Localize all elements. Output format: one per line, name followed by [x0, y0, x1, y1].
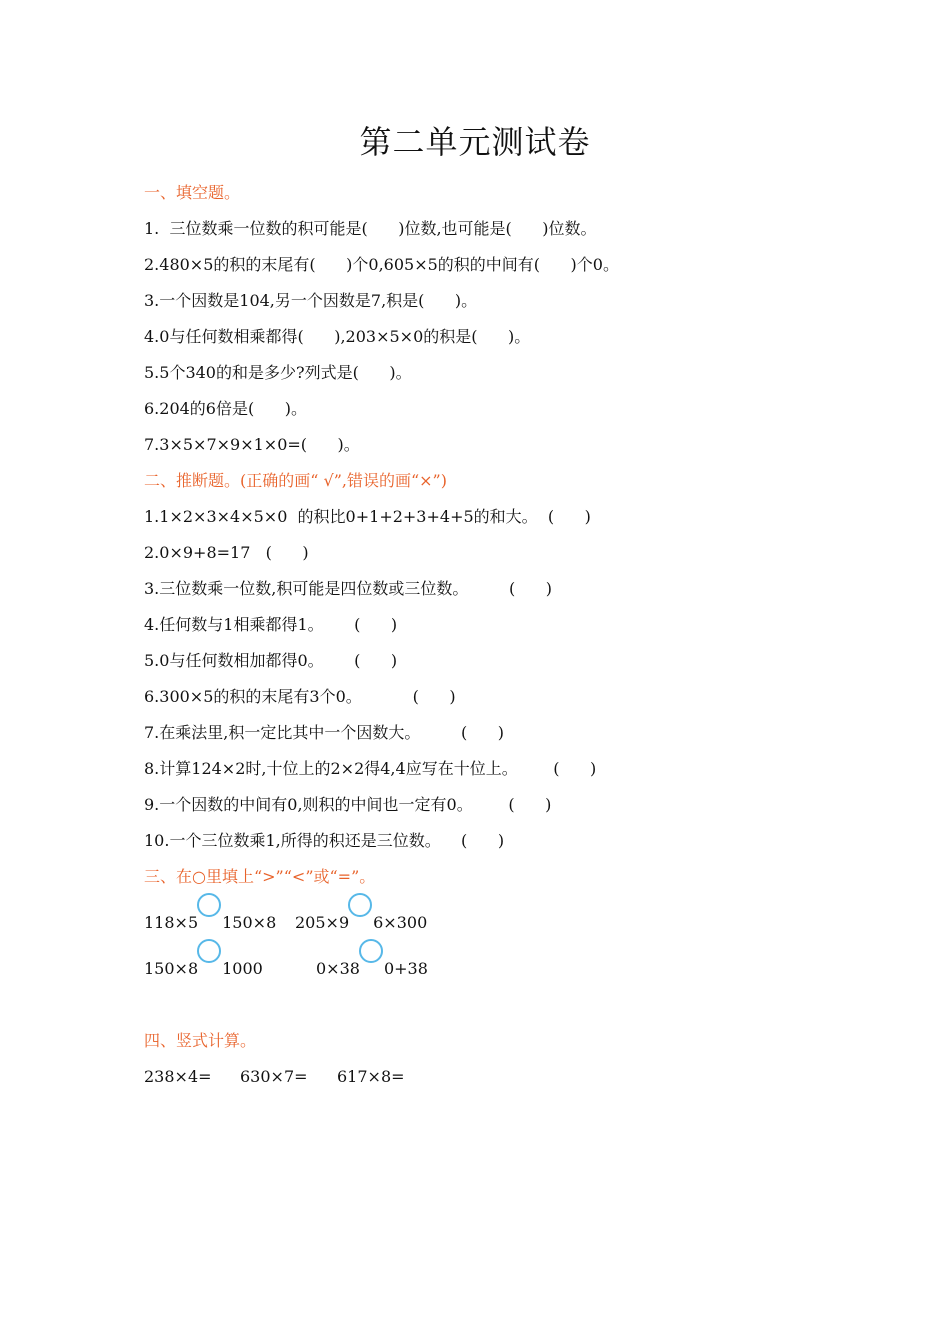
- fill-blank-question-2: 2.480×5的积的末尾有( )个0,605×5的积的中间有( )个0。: [144, 255, 619, 274]
- fill-blank-question-5: 5.5个340的和是多少?列式是( )。: [144, 363, 412, 382]
- answer-circle-icon[interactable]: [349, 912, 373, 934]
- compare-item: [144, 958, 263, 980]
- section-heading-vertical-calc: 四、竖式计算。: [144, 1031, 257, 1050]
- section-heading-compare: 三、在○里填上“>”“<”或“=”。: [144, 867, 376, 886]
- compare-right: 0+38: [383, 959, 428, 978]
- compare-left: 150×8: [144, 959, 199, 978]
- compare-row-1: [144, 912, 428, 946]
- vertical-calc-item-2: 630×7=: [240, 1067, 308, 1086]
- fill-blank-question-6: 6.204的6倍是( )。: [144, 399, 307, 418]
- vertical-calc-item-1: 238×4=: [144, 1067, 212, 1086]
- judgement-question-9: 9.一个因数的中间有0,则积的中间也一定有0。 ( ): [144, 795, 552, 814]
- judgement-question-5: 5.0与任何数相加都得0。 ( ): [144, 651, 398, 670]
- judgement-question-10: 10.一个三位数乘1,所得的积还是三位数。 ( ): [144, 831, 505, 850]
- compare-left: 118×5: [144, 913, 199, 932]
- fill-blank-question-1: 1. 三位数乘一位数的积可能是( )位数,也可能是( )位数。: [144, 219, 597, 238]
- fill-blank-question-4: 4.0与任何数相乘都得( ),203×5×0的积是( )。: [144, 327, 531, 346]
- judgement-question-6: 6.300×5的积的末尾有3个0。 ( ): [144, 687, 456, 706]
- page-title: 第二单元测试卷: [359, 123, 591, 161]
- answer-circle-icon[interactable]: [360, 958, 384, 980]
- judgement-question-7: 7.在乘法里,积一定比其中一个因数大。 ( ): [144, 723, 505, 742]
- compare-item: [144, 912, 276, 934]
- answer-circle-icon[interactable]: [198, 958, 222, 980]
- judgement-question-3: 3.三位数乘一位数,积可能是四位数或三位数。 ( ): [144, 579, 553, 598]
- compare-right: 150×8: [222, 913, 277, 932]
- judgement-question-2: 2.0×9+8=17 ( ): [144, 543, 309, 562]
- compare-row-2: [144, 958, 428, 992]
- section-heading-judgement: 二、推断题。(正确的画“ √”,错误的画“×”): [144, 471, 447, 490]
- compare-left: 205×9: [295, 913, 350, 932]
- judgement-question-1: 1.1×2×3×4×5×0 的积比0+1+2+3+4+5的和大。 ( ): [144, 507, 591, 526]
- compare-right: 1000: [222, 959, 263, 978]
- section-heading-fill-blank: 一、填空题。: [144, 183, 241, 202]
- compare-item: [295, 912, 427, 934]
- compare-left: 0×38: [316, 959, 360, 978]
- compare-item: [316, 958, 428, 980]
- answer-circle-icon[interactable]: [198, 912, 222, 934]
- fill-blank-question-3: 3.一个因数是104,另一个因数是7,积是( )。: [144, 291, 478, 310]
- judgement-question-4: 4.任何数与1相乘都得1。 ( ): [144, 615, 398, 634]
- vertical-calc-item-3: 617×8=: [337, 1067, 405, 1086]
- fill-blank-question-7: 7.3×5×7×9×1×0=( )。: [144, 435, 360, 454]
- judgement-question-8: 8.计算124×2时,十位上的2×2得4,4应写在十位上。 ( ): [144, 759, 597, 778]
- compare-right: 6×300: [373, 913, 428, 932]
